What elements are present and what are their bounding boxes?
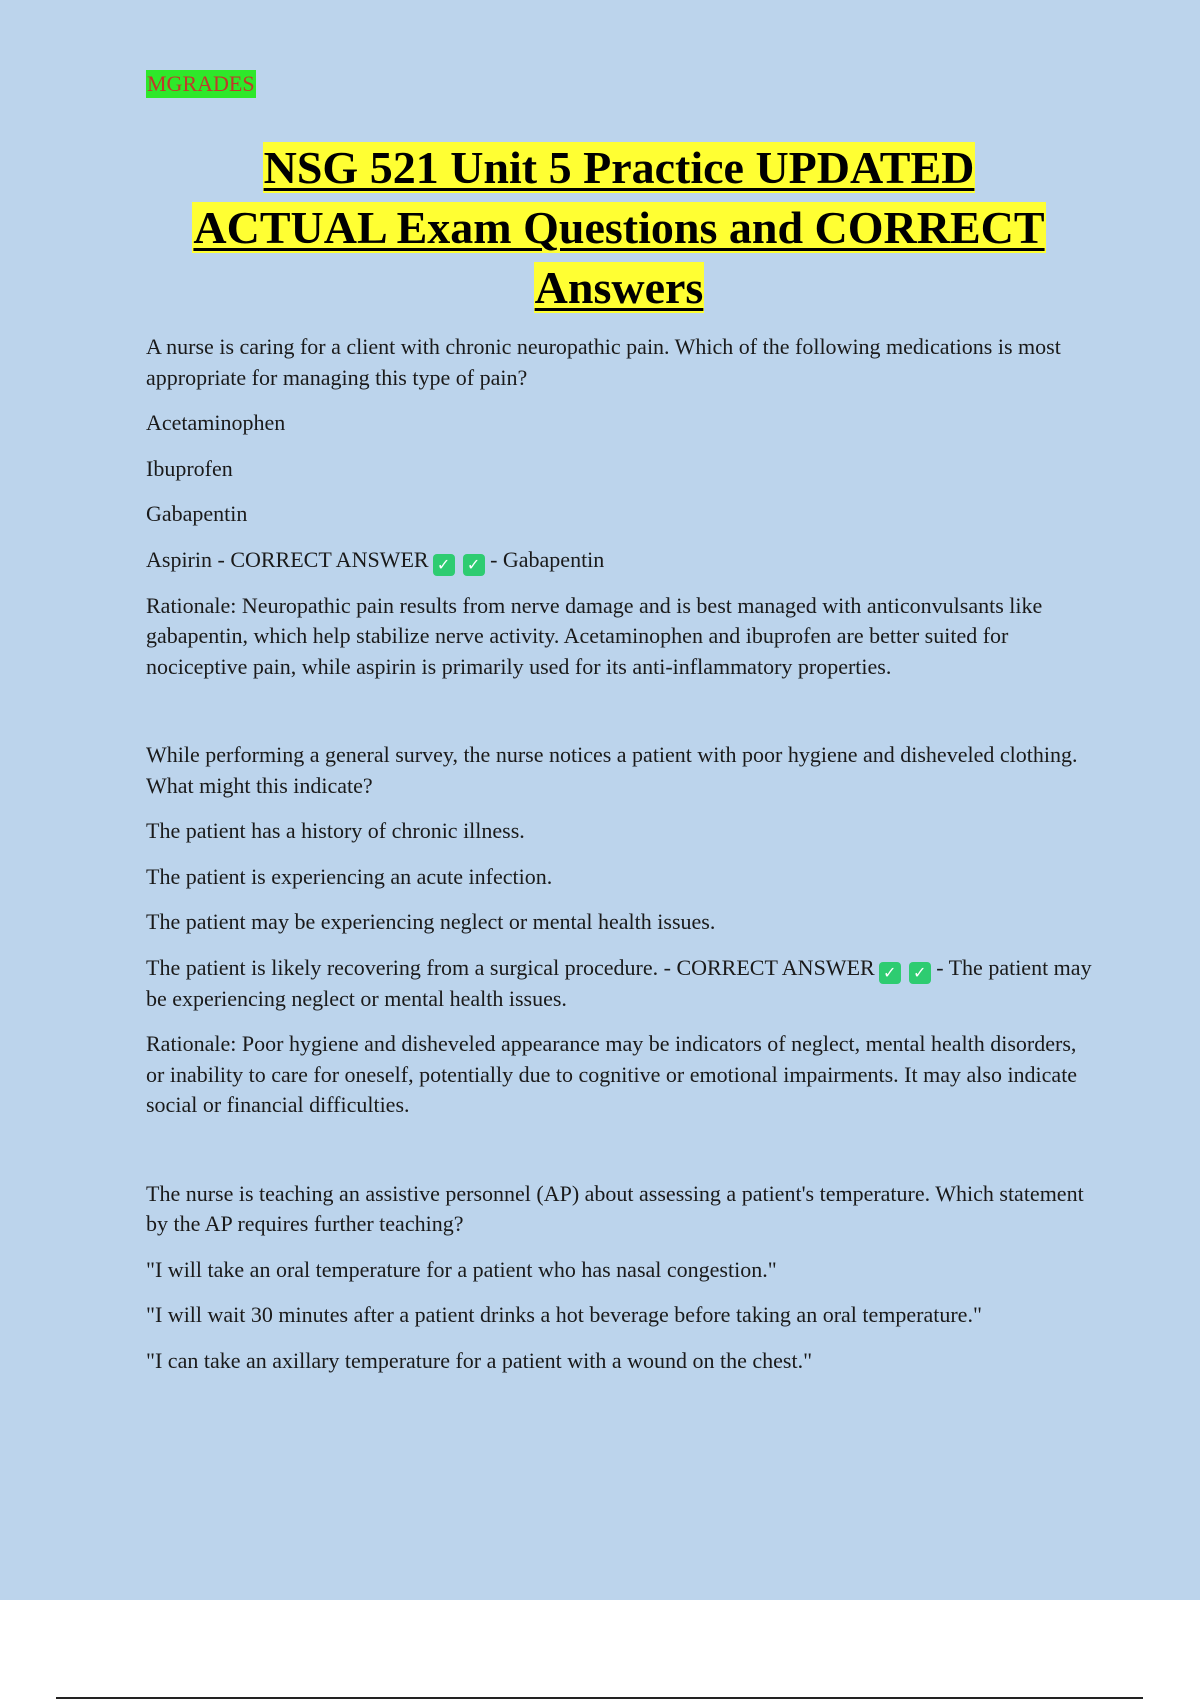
question-block [146,740,1092,1121]
brand-label [146,70,1092,98]
answer-option: Acetaminophen [146,410,286,435]
document-content [146,70,1092,1391]
answer-option: "I will take an oral temperature for a patient who has nasal congestion." [146,1256,777,1282]
page-title [146,138,1092,318]
title-line: NSG 521 Unit 5 Practice UPDATED [263,142,975,193]
last-option-prefix: Aspirin - CORRECT ANSWER [146,546,429,572]
brand-highlight: MGRADES [147,71,255,96]
correct-answer-text: - Gabapentin [490,546,605,572]
title-line: ACTUAL Exam Questions and CORRECT [193,202,1045,253]
question-stem: The nurse is teaching an assistive personnel (AP) about assessing a patient's temperature. Which statement by the AP requires further teaching? [146,1180,1084,1236]
correct-answer-line [146,953,1092,1015]
last-option-prefix: The patient is likely recovering from a surgical procedure. - CORRECT ANSWER [146,954,875,980]
check-mark-icon: ✓ [433,554,455,576]
answer-option: The patient has a history of chronic illness. [146,818,525,843]
check-mark-icon: ✓ [909,962,931,984]
rationale-text: Rationale: Neuropathic pain results from nerve damage and is best managed with anticonvulsants like gabapentin, which help stabilize nerve activity. Acetaminophen and ibuprofen are better suited for nociceptive pain, while aspirin is primarily used for its anti-inflammatory properties. [146,592,1043,679]
check-mark-icon: ✓ [463,554,485,576]
answer-option: Gabapentin [146,501,248,526]
answer-option: The patient is experiencing an acute infection. [146,863,553,889]
question-stem: A nurse is caring for a client with chronic neuropathic pain. Which of the following medications is most appropriate for managing this type of pain? [146,334,1061,390]
correct-answer-line [146,545,1092,576]
question-block [146,1179,1092,1377]
answer-option: Ibuprofen [146,455,233,481]
question-block [146,332,1092,682]
answer-option: "I can take an axillary temperature for a patient with a wound on the chest." [146,1347,813,1373]
footer-divider [56,1697,1143,1699]
title-line: Answers [534,262,704,313]
question-stem: While performing a general survey, the nurse notices a patient with poor hygiene and disheveled clothing. What might this indicate? [146,742,1078,798]
check-mark-icon: ✓ [879,962,901,984]
answer-option: The patient may be experiencing neglect or mental health issues. [146,909,716,934]
answer-option: "I will wait 30 minutes after a patient drinks a hot beverage before taking an oral temperature." [146,1302,982,1327]
rationale-text: Rationale: Poor hygiene and disheveled appearance may be indicators of neglect, mental health disorders, or inability to care for oneself, potentially due to cognitive or emotional impairments. It may also indicate social or financial difficulties. [146,1031,1078,1117]
correct-answer-text: - The patient may be experiencing neglect or mental health issues. [146,954,1092,1011]
